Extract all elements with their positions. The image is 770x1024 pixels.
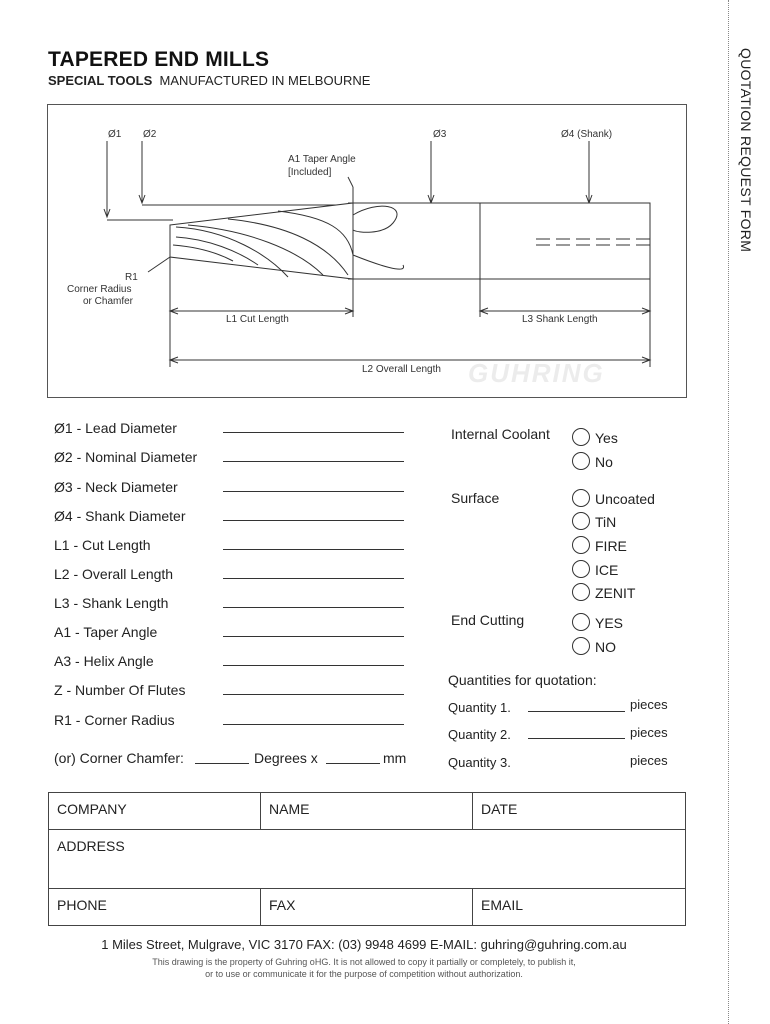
surface-zenit-text: ZENIT [595,585,636,601]
phone-cell[interactable] [49,889,261,926]
label-taper-included: [Included] [288,167,332,178]
footer-address: 1 Miles Street, Mulgrave, VIC 3170 FAX: (03) 9948 4699 E-MAIL: guhring@guhring.com.au [101,937,627,952]
input-helix-angle[interactable] [223,665,404,666]
input-shank-length[interactable] [223,607,404,608]
quantity-2-label: Quantity 2. [448,727,511,742]
name-label: NAME [269,801,310,817]
subtitle-rest: MANUFACTURED IN MELBOURNE [159,73,371,88]
surface-ice-text: ICE [595,562,619,578]
field-label-nominal-diameter: Ø2 - Nominal Diameter [54,449,198,465]
address-cell[interactable] [49,830,686,889]
input-corner-radius[interactable] [223,724,404,725]
field-label-lead-diameter: Ø1 - Lead Diameter [54,420,177,436]
end-cutting-yes-text: YES [595,615,624,631]
radio-circle[interactable] [572,613,590,631]
surface-tin-text: TiN [595,514,617,530]
fax-cell[interactable] [261,889,473,926]
input-shank-diameter[interactable] [223,520,404,521]
company-cell[interactable] [49,793,261,830]
radio-circle[interactable] [572,637,590,655]
chamfer-label: (or) Corner Chamfer: [54,750,184,766]
quantity-2-unit: pieces [630,725,668,740]
surface-fire-text: FIRE [595,538,627,554]
watermark-logo: GUHRING [468,358,605,388]
side-title: QUOTATION REQUEST FORM [738,48,754,253]
chamfer-mm-label: mm [383,750,407,766]
label-l1: L1 Cut Length [226,314,289,325]
input-lead-diameter[interactable] [223,432,404,433]
radio-circle[interactable] [572,536,590,554]
quantities-heading: Quantities for quotation: [448,672,597,688]
phone-label: PHONE [57,897,107,913]
label-d1: Ø1 [108,129,122,140]
quantity-2-input[interactable] [528,738,625,739]
label-or-chamfer: or Chamfer [83,296,134,307]
input-chamfer-degrees[interactable] [195,763,249,764]
quantity-1-input[interactable] [528,711,625,712]
field-label-neck-diameter: Ø3 - Neck Diameter [54,479,178,495]
email-cell[interactable] [473,889,686,926]
input-neck-diameter[interactable] [223,491,404,492]
label-d3: Ø3 [433,129,447,140]
quantity-3-unit: pieces [630,753,668,768]
field-label-number-of-flutes: Z - Number Of Flutes [54,682,186,698]
field-label-cut-length: L1 - Cut Length [54,537,151,553]
field-label-helix-angle: A3 - Helix Angle [54,653,154,669]
input-number-of-flutes[interactable] [223,694,404,695]
radio-circle[interactable] [572,512,590,530]
footer-note-1: This drawing is the property of Guhring oHG. It is not allowed to copy it partially or completely, to publish it, [152,957,576,967]
radio-circle[interactable] [572,489,590,507]
quantity-1-unit: pieces [630,697,668,712]
field-label-shank-diameter: Ø4 - Shank Diameter [54,508,186,524]
end-mill-illustration [48,105,688,399]
input-chamfer-mm[interactable] [326,763,380,764]
quantity-1-label: Quantity 1. [448,700,511,715]
input-taper-angle[interactable] [223,636,404,637]
radio-circle[interactable] [572,560,590,578]
field-label-taper-angle: A1 - Taper Angle [54,624,158,640]
subtitle-bold: SPECIAL TOOLS [48,73,153,88]
field-label-overall-length: L2 - Overall Length [54,566,174,582]
input-nominal-diameter[interactable] [223,461,404,462]
page-title: TAPERED END MILLS [48,48,270,71]
quantity-3-label: Quantity 3. [448,755,511,770]
contact-details-table [48,792,686,926]
radio-circle[interactable] [572,583,590,601]
date-cell[interactable] [473,793,686,830]
input-overall-length[interactable] [223,578,404,579]
surface-label: Surface [451,490,500,506]
label-d4: Ø4 (Shank) [561,129,613,140]
footer-note-2: or to use or communicate it for the purpose of competition without authorization. [205,969,523,979]
surface-uncoated-text: Uncoated [595,491,655,507]
label-r1: R1 [125,272,138,283]
field-label-shank-length: L3 - Shank Length [54,595,169,611]
name-cell[interactable] [261,793,473,830]
tear-off-line [728,0,729,1024]
label-taper-angle: A1 Taper Angle [288,154,356,165]
coolant-yes-text: Yes [595,430,618,446]
address-label: ADDRESS [57,838,125,854]
internal-coolant-label: Internal Coolant [451,426,550,442]
tool-drawing [47,104,687,398]
end-cutting-label: End Cutting [451,612,525,628]
label-l3: L3 Shank Length [522,314,598,325]
fax-label: FAX [269,897,296,913]
coolant-no-text: No [595,454,613,470]
radio-circle[interactable] [572,428,590,446]
company-label: COMPANY [57,801,127,817]
chamfer-degrees-label: Degrees x [254,750,318,766]
field-label-corner-radius: R1 - Corner Radius [54,712,175,728]
label-l2: L2 Overall Length [362,364,441,375]
page-subtitle [48,73,370,88]
end-cutting-no-text: NO [595,639,616,655]
label-d2: Ø2 [143,129,157,140]
label-corner-radius: Corner Radius [67,284,132,295]
date-label: DATE [481,801,518,817]
radio-circle[interactable] [572,452,590,470]
input-cut-length[interactable] [223,549,404,550]
email-label: EMAIL [481,897,524,913]
